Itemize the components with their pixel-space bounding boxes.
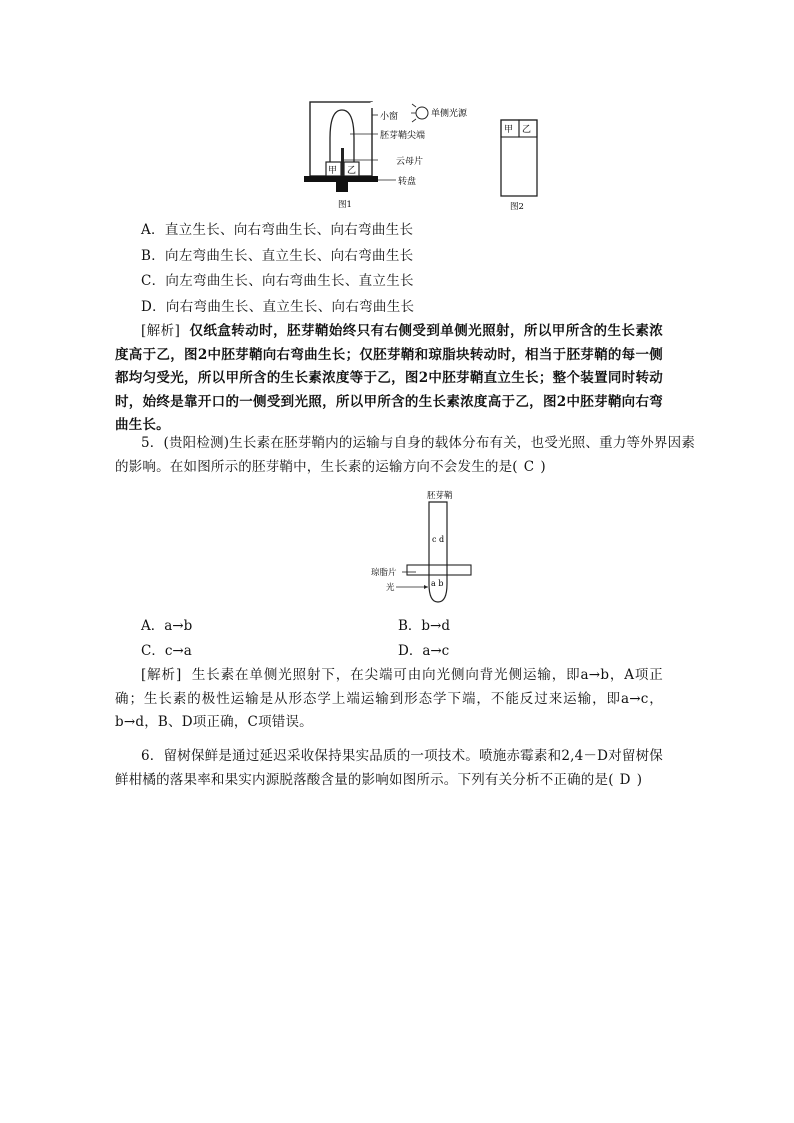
figure-1 [300,96,475,216]
q5-figure [366,488,476,608]
q5-analysis-text: 生长素在单侧光照射下，在尖端可由向光侧向背光侧运输，即a→b，A项正确；生长素的极性运输是从形态学上端运输到形态学下端，不能反过来运输，即a→c，b→d，B、D项正确，C项错误。 [115,667,664,730]
q5-option-a: A．a→b [141,618,193,634]
q4-option-a: A．直立生长、向右弯曲生长、向右弯曲生长 [141,222,414,238]
q4-analysis [115,320,663,438]
q4-option-d: D．向右弯曲生长、直立生长、向右弯曲生长 [141,299,415,315]
q6-answer: D [619,771,631,788]
q4-analysis-text: 仅纸盒转动时，胚芽鞘始终只有右侧受到单侧光照射，所以甲所含的生长素浓度高于乙，图2中胚芽鞘向右弯曲生长；仅胚芽鞘和琼脂块转动时，相当于胚芽鞘的每一侧都均匀受光，所以甲所含的生长素浓度等于乙，图2中胚芽鞘直立生长；整个装置同时转动时，始终是靠开口的一侧受到光照，所以甲所含的生长素浓度高于乙，图2中胚芽鞘向右弯曲生长。 [115,323,663,433]
q5-option-c: C．c→a [141,643,192,659]
block-jia-2: 甲 [504,125,514,135]
q5-answer: C [523,458,535,475]
label-light: 光 [386,583,395,593]
q4-analysis-tag: [解析] [141,323,181,339]
q5-analysis [115,664,663,735]
q5-stem-line2 [115,456,663,480]
lower-letters: a b [431,579,444,588]
figure-2 [495,114,545,214]
q6-stem-suffix: ) [636,771,643,788]
q6-stem [115,745,663,792]
q5-option-d: D．a→c [398,643,450,659]
label-turntable: 转盘 [398,177,417,187]
label-agar: 琼脂片 [371,568,397,578]
figure-1-caption: 图1 [338,200,352,210]
q5-stem-line1: 5．(贵阳检测)生长素在胚芽鞘内的运输与自身的载体分布有关，也受光照、重力等外界因素 [141,435,696,451]
q5-option-b: B．b→d [398,618,451,634]
figure-2-caption: 图2 [510,202,524,212]
label-coleoptile: 胚芽鞘 [427,491,453,501]
block-yi: 乙 [347,166,357,176]
label-mica: 云母片 [396,157,424,167]
q5-analysis-tag: [解析] [141,667,182,683]
q4-option-c: C．向左弯曲生长、向右弯曲生长、直立生长 [141,273,414,289]
figure-2-drawing [495,114,545,214]
block-jia: 甲 [328,166,338,176]
q5-stem-prefix: 的影响。在如图所示的胚芽鞘中，生长素的运输方向不会发生的是( [115,458,518,475]
block-yi-2: 乙 [522,125,532,135]
figure-1-drawing [300,96,475,216]
q5-stem [115,432,696,479]
upper-letters: c d [432,535,445,544]
q5-figure-drawing [366,488,476,608]
label-coleoptile-tip: 胚芽鞘尖端 [380,131,426,141]
label-light-source: 单侧光源 [431,109,468,119]
q5-stem-suffix: ) [540,458,546,475]
q6-stem-prefix: 6．留树保鲜是通过延迟采收保持果实品质的一项技术。喷施赤霉素和2,4－D对留树保鲜柑橘的落果率和果实内源脱落酸含量的影响如图所示。下列有关分析不正确的是( [115,748,663,788]
q4-option-b: B．向左弯曲生长、直立生长、向右弯曲生长 [141,248,414,264]
label-window: 小窗 [380,112,399,122]
